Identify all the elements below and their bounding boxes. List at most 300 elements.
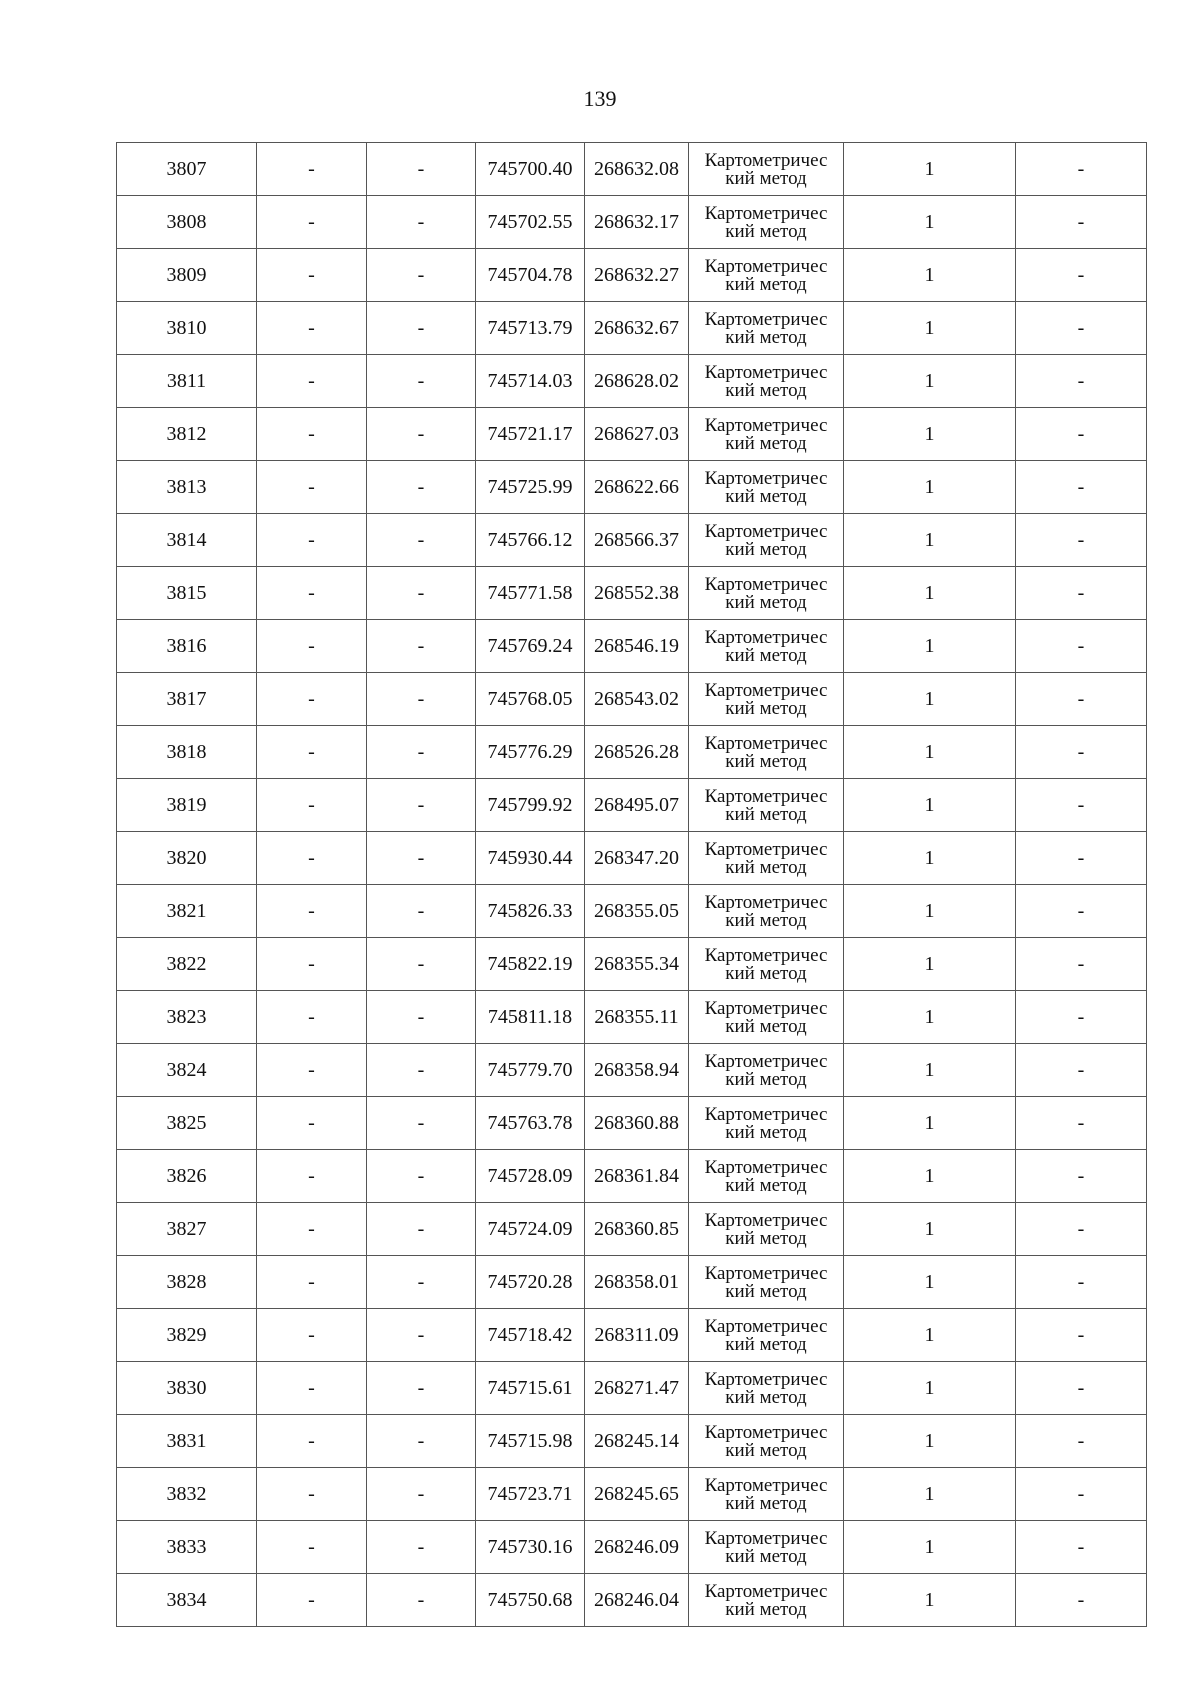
y-coordinate-cell: 268628.02 bbox=[585, 355, 689, 408]
note-cell: - bbox=[1016, 1203, 1147, 1256]
point-number-cell: 3811 bbox=[117, 355, 257, 408]
method-line: Картометричес bbox=[704, 1474, 828, 1496]
table-row bbox=[117, 1362, 1147, 1415]
table-row bbox=[117, 1309, 1147, 1362]
point-number-cell: 3825 bbox=[117, 1097, 257, 1150]
table-row bbox=[117, 991, 1147, 1044]
old-y-cell: - bbox=[367, 1256, 476, 1309]
method-line: кий метод bbox=[725, 1069, 807, 1090]
x-coordinate-cell: 745766.12 bbox=[476, 514, 585, 567]
x-coordinate-cell: 745779.70 bbox=[476, 1044, 585, 1097]
method-cell bbox=[689, 1203, 844, 1256]
method-line: кий метод bbox=[725, 1387, 807, 1408]
old-x-cell: - bbox=[257, 302, 367, 355]
note-cell: - bbox=[1016, 408, 1147, 461]
method-line: кий метод bbox=[725, 910, 807, 931]
table-row bbox=[117, 1044, 1147, 1097]
accuracy-cell: 1 bbox=[844, 1203, 1016, 1256]
y-coordinate-cell: 268546.19 bbox=[585, 620, 689, 673]
point-number-cell: 3834 bbox=[117, 1574, 257, 1627]
method-cell bbox=[689, 938, 844, 991]
method-cell bbox=[689, 991, 844, 1044]
y-coordinate-cell: 268627.03 bbox=[585, 408, 689, 461]
old-y-cell: - bbox=[367, 408, 476, 461]
accuracy-cell: 1 bbox=[844, 1521, 1016, 1574]
old-x-cell: - bbox=[257, 1044, 367, 1097]
old-x-cell: - bbox=[257, 938, 367, 991]
y-coordinate-cell: 268360.85 bbox=[585, 1203, 689, 1256]
old-y-cell: - bbox=[367, 938, 476, 991]
method-line: Картометричес bbox=[704, 467, 828, 489]
old-x-cell: - bbox=[257, 1468, 367, 1521]
old-y-cell: - bbox=[367, 1097, 476, 1150]
method-cell bbox=[689, 1150, 844, 1203]
method-cell bbox=[689, 1097, 844, 1150]
table-row bbox=[117, 567, 1147, 620]
y-coordinate-cell: 268566.37 bbox=[585, 514, 689, 567]
old-x-cell: - bbox=[257, 1309, 367, 1362]
note-cell: - bbox=[1016, 1468, 1147, 1521]
accuracy-cell: 1 bbox=[844, 302, 1016, 355]
point-number-cell: 3808 bbox=[117, 196, 257, 249]
accuracy-cell: 1 bbox=[844, 1415, 1016, 1468]
method-line: Картометричес bbox=[704, 1527, 828, 1549]
note-cell: - bbox=[1016, 567, 1147, 620]
method-line: кий метод bbox=[725, 857, 807, 878]
accuracy-cell: 1 bbox=[844, 249, 1016, 302]
method-line: Картометричес bbox=[704, 1156, 828, 1178]
method-cell bbox=[689, 461, 844, 514]
point-number-cell: 3822 bbox=[117, 938, 257, 991]
accuracy-cell: 1 bbox=[844, 673, 1016, 726]
accuracy-cell: 1 bbox=[844, 991, 1016, 1044]
point-number-cell: 3817 bbox=[117, 673, 257, 726]
old-x-cell: - bbox=[257, 355, 367, 408]
old-y-cell: - bbox=[367, 1309, 476, 1362]
point-number-cell: 3831 bbox=[117, 1415, 257, 1468]
accuracy-cell: 1 bbox=[844, 620, 1016, 673]
x-coordinate-cell: 745715.61 bbox=[476, 1362, 585, 1415]
method-line: кий метод bbox=[725, 1016, 807, 1037]
method-cell bbox=[689, 779, 844, 832]
note-cell: - bbox=[1016, 938, 1147, 991]
method-line: Картометричес bbox=[704, 626, 828, 648]
y-coordinate-cell: 268311.09 bbox=[585, 1309, 689, 1362]
table-row bbox=[117, 1468, 1147, 1521]
x-coordinate-cell: 745728.09 bbox=[476, 1150, 585, 1203]
old-x-cell: - bbox=[257, 1256, 367, 1309]
coordinates-table bbox=[116, 142, 1147, 1627]
method-line: кий метод bbox=[725, 1281, 807, 1302]
table-row bbox=[117, 461, 1147, 514]
x-coordinate-cell: 745714.03 bbox=[476, 355, 585, 408]
method-line: кий метод bbox=[725, 539, 807, 560]
old-x-cell: - bbox=[257, 1362, 367, 1415]
method-line: кий метод bbox=[725, 1228, 807, 1249]
note-cell: - bbox=[1016, 1362, 1147, 1415]
old-x-cell: - bbox=[257, 1203, 367, 1256]
point-number-cell: 3820 bbox=[117, 832, 257, 885]
old-y-cell: - bbox=[367, 302, 476, 355]
old-y-cell: - bbox=[367, 779, 476, 832]
y-coordinate-cell: 268632.08 bbox=[585, 143, 689, 196]
point-number-cell: 3823 bbox=[117, 991, 257, 1044]
note-cell: - bbox=[1016, 1150, 1147, 1203]
point-number-cell: 3813 bbox=[117, 461, 257, 514]
old-y-cell: - bbox=[367, 1362, 476, 1415]
x-coordinate-cell: 745723.71 bbox=[476, 1468, 585, 1521]
method-line: Картометричес bbox=[704, 149, 828, 171]
x-coordinate-cell: 745720.28 bbox=[476, 1256, 585, 1309]
old-x-cell: - bbox=[257, 1521, 367, 1574]
table-row bbox=[117, 1256, 1147, 1309]
note-cell: - bbox=[1016, 832, 1147, 885]
method-line: Картометричес bbox=[704, 891, 828, 913]
table-row bbox=[117, 779, 1147, 832]
old-y-cell: - bbox=[367, 461, 476, 514]
old-y-cell: - bbox=[367, 1044, 476, 1097]
method-line: Картометричес bbox=[704, 1103, 828, 1125]
y-coordinate-cell: 268358.01 bbox=[585, 1256, 689, 1309]
method-cell bbox=[689, 832, 844, 885]
method-line: кий метод bbox=[725, 645, 807, 666]
accuracy-cell: 1 bbox=[844, 726, 1016, 779]
y-coordinate-cell: 268543.02 bbox=[585, 673, 689, 726]
x-coordinate-cell: 745702.55 bbox=[476, 196, 585, 249]
old-y-cell: - bbox=[367, 673, 476, 726]
old-x-cell: - bbox=[257, 885, 367, 938]
x-coordinate-cell: 745724.09 bbox=[476, 1203, 585, 1256]
point-number-cell: 3826 bbox=[117, 1150, 257, 1203]
old-x-cell: - bbox=[257, 1097, 367, 1150]
accuracy-cell: 1 bbox=[844, 885, 1016, 938]
y-coordinate-cell: 268245.14 bbox=[585, 1415, 689, 1468]
method-line: кий метод bbox=[725, 1334, 807, 1355]
table-row bbox=[117, 620, 1147, 673]
note-cell: - bbox=[1016, 1574, 1147, 1627]
method-cell bbox=[689, 514, 844, 567]
old-y-cell: - bbox=[367, 991, 476, 1044]
note-cell: - bbox=[1016, 726, 1147, 779]
y-coordinate-cell: 268552.38 bbox=[585, 567, 689, 620]
x-coordinate-cell: 745799.92 bbox=[476, 779, 585, 832]
point-number-cell: 3829 bbox=[117, 1309, 257, 1362]
point-number-cell: 3818 bbox=[117, 726, 257, 779]
old-y-cell: - bbox=[367, 1415, 476, 1468]
y-coordinate-cell: 268358.94 bbox=[585, 1044, 689, 1097]
old-x-cell: - bbox=[257, 408, 367, 461]
old-x-cell: - bbox=[257, 514, 367, 567]
accuracy-cell: 1 bbox=[844, 143, 1016, 196]
x-coordinate-cell: 745700.40 bbox=[476, 143, 585, 196]
old-x-cell: - bbox=[257, 196, 367, 249]
old-y-cell: - bbox=[367, 1521, 476, 1574]
old-x-cell: - bbox=[257, 567, 367, 620]
note-cell: - bbox=[1016, 196, 1147, 249]
accuracy-cell: 1 bbox=[844, 1256, 1016, 1309]
accuracy-cell: 1 bbox=[844, 1362, 1016, 1415]
old-x-cell: - bbox=[257, 249, 367, 302]
old-y-cell: - bbox=[367, 1150, 476, 1203]
method-line: кий метод bbox=[725, 698, 807, 719]
accuracy-cell: 1 bbox=[844, 1044, 1016, 1097]
old-x-cell: - bbox=[257, 832, 367, 885]
method-line: кий метод bbox=[725, 963, 807, 984]
method-line: Картометричес bbox=[704, 1315, 828, 1337]
table-row bbox=[117, 726, 1147, 779]
accuracy-cell: 1 bbox=[844, 1468, 1016, 1521]
method-line: Картометричес bbox=[704, 785, 828, 807]
x-coordinate-cell: 745718.42 bbox=[476, 1309, 585, 1362]
old-x-cell: - bbox=[257, 1415, 367, 1468]
point-number-cell: 3827 bbox=[117, 1203, 257, 1256]
method-line: кий метод bbox=[725, 486, 807, 507]
note-cell: - bbox=[1016, 1521, 1147, 1574]
old-x-cell: - bbox=[257, 779, 367, 832]
note-cell: - bbox=[1016, 1256, 1147, 1309]
y-coordinate-cell: 268271.47 bbox=[585, 1362, 689, 1415]
table-row bbox=[117, 1574, 1147, 1627]
method-line: Картометричес bbox=[704, 202, 828, 224]
y-coordinate-cell: 268495.07 bbox=[585, 779, 689, 832]
x-coordinate-cell: 745811.18 bbox=[476, 991, 585, 1044]
point-number-cell: 3833 bbox=[117, 1521, 257, 1574]
accuracy-cell: 1 bbox=[844, 355, 1016, 408]
method-line: Картометричес bbox=[704, 732, 828, 754]
method-cell bbox=[689, 408, 844, 461]
method-line: кий метод bbox=[725, 1175, 807, 1196]
old-x-cell: - bbox=[257, 726, 367, 779]
method-cell bbox=[689, 1468, 844, 1521]
x-coordinate-cell: 745771.58 bbox=[476, 567, 585, 620]
method-line: кий метод bbox=[725, 433, 807, 454]
method-cell bbox=[689, 567, 844, 620]
method-cell bbox=[689, 1362, 844, 1415]
old-x-cell: - bbox=[257, 673, 367, 726]
point-number-cell: 3828 bbox=[117, 1256, 257, 1309]
method-line: Картометричес bbox=[704, 1209, 828, 1231]
point-number-cell: 3824 bbox=[117, 1044, 257, 1097]
method-line: Картометричес bbox=[704, 255, 828, 277]
table-row bbox=[117, 302, 1147, 355]
method-cell bbox=[689, 1415, 844, 1468]
method-cell bbox=[689, 1044, 844, 1097]
old-y-cell: - bbox=[367, 832, 476, 885]
method-line: кий метод bbox=[725, 380, 807, 401]
table-row bbox=[117, 673, 1147, 726]
note-cell: - bbox=[1016, 302, 1147, 355]
method-line: кий метод bbox=[725, 1122, 807, 1143]
y-coordinate-cell: 268632.67 bbox=[585, 302, 689, 355]
x-coordinate-cell: 745713.79 bbox=[476, 302, 585, 355]
method-cell bbox=[689, 196, 844, 249]
note-cell: - bbox=[1016, 1415, 1147, 1468]
old-y-cell: - bbox=[367, 196, 476, 249]
x-coordinate-cell: 745930.44 bbox=[476, 832, 585, 885]
y-coordinate-cell: 268355.05 bbox=[585, 885, 689, 938]
method-cell bbox=[689, 1309, 844, 1362]
method-line: кий метод bbox=[725, 804, 807, 825]
y-coordinate-cell: 268632.17 bbox=[585, 196, 689, 249]
note-cell: - bbox=[1016, 673, 1147, 726]
old-y-cell: - bbox=[367, 249, 476, 302]
table-row bbox=[117, 355, 1147, 408]
x-coordinate-cell: 745763.78 bbox=[476, 1097, 585, 1150]
method-line: Картометричес bbox=[704, 679, 828, 701]
accuracy-cell: 1 bbox=[844, 1097, 1016, 1150]
table-row bbox=[117, 249, 1147, 302]
x-coordinate-cell: 745826.33 bbox=[476, 885, 585, 938]
point-number-cell: 3819 bbox=[117, 779, 257, 832]
method-line: Картометричес bbox=[704, 1421, 828, 1443]
method-line: кий метод bbox=[725, 1546, 807, 1567]
accuracy-cell: 1 bbox=[844, 1309, 1016, 1362]
x-coordinate-cell: 745750.68 bbox=[476, 1574, 585, 1627]
old-x-cell: - bbox=[257, 620, 367, 673]
method-line: Картометричес bbox=[704, 944, 828, 966]
note-cell: - bbox=[1016, 991, 1147, 1044]
method-line: Картометричес bbox=[704, 1050, 828, 1072]
note-cell: - bbox=[1016, 249, 1147, 302]
accuracy-cell: 1 bbox=[844, 567, 1016, 620]
y-coordinate-cell: 268360.88 bbox=[585, 1097, 689, 1150]
method-cell bbox=[689, 302, 844, 355]
x-coordinate-cell: 745725.99 bbox=[476, 461, 585, 514]
page-number: 139 bbox=[583, 86, 617, 111]
method-line: кий метод bbox=[725, 592, 807, 613]
method-cell bbox=[689, 249, 844, 302]
y-coordinate-cell: 268347.20 bbox=[585, 832, 689, 885]
method-line: Картометричес bbox=[704, 838, 828, 860]
method-line: Картометричес bbox=[704, 1580, 828, 1602]
table-row bbox=[117, 514, 1147, 567]
point-number-cell: 3810 bbox=[117, 302, 257, 355]
old-y-cell: - bbox=[367, 1574, 476, 1627]
note-cell: - bbox=[1016, 1309, 1147, 1362]
y-coordinate-cell: 268632.27 bbox=[585, 249, 689, 302]
method-line: Картометричес bbox=[704, 997, 828, 1019]
y-coordinate-cell: 268361.84 bbox=[585, 1150, 689, 1203]
table-row bbox=[117, 1521, 1147, 1574]
note-cell: - bbox=[1016, 1097, 1147, 1150]
old-y-cell: - bbox=[367, 514, 476, 567]
accuracy-cell: 1 bbox=[844, 1574, 1016, 1627]
y-coordinate-cell: 268622.66 bbox=[585, 461, 689, 514]
method-cell bbox=[689, 726, 844, 779]
table-row bbox=[117, 832, 1147, 885]
accuracy-cell: 1 bbox=[844, 1150, 1016, 1203]
point-number-cell: 3821 bbox=[117, 885, 257, 938]
method-line: Картометричес bbox=[704, 573, 828, 595]
point-number-cell: 3815 bbox=[117, 567, 257, 620]
point-number-cell: 3809 bbox=[117, 249, 257, 302]
method-line: кий метод bbox=[725, 168, 807, 189]
table-row bbox=[117, 408, 1147, 461]
method-line: Картометричес bbox=[704, 520, 828, 542]
point-number-cell: 3816 bbox=[117, 620, 257, 673]
old-x-cell: - bbox=[257, 1574, 367, 1627]
method-line: Картометричес bbox=[704, 1368, 828, 1390]
table-row bbox=[117, 143, 1147, 196]
old-x-cell: - bbox=[257, 991, 367, 1044]
note-cell: - bbox=[1016, 514, 1147, 567]
method-cell bbox=[689, 620, 844, 673]
y-coordinate-cell: 268245.65 bbox=[585, 1468, 689, 1521]
method-cell bbox=[689, 355, 844, 408]
method-cell bbox=[689, 885, 844, 938]
note-cell: - bbox=[1016, 620, 1147, 673]
y-coordinate-cell: 268355.34 bbox=[585, 938, 689, 991]
point-number-cell: 3812 bbox=[117, 408, 257, 461]
method-line: Картометричес bbox=[704, 308, 828, 330]
method-line: Картометричес bbox=[704, 361, 828, 383]
method-line: кий метод bbox=[725, 327, 807, 348]
x-coordinate-cell: 745776.29 bbox=[476, 726, 585, 779]
x-coordinate-cell: 745730.16 bbox=[476, 1521, 585, 1574]
table-body bbox=[117, 143, 1147, 1627]
note-cell: - bbox=[1016, 885, 1147, 938]
accuracy-cell: 1 bbox=[844, 779, 1016, 832]
table-row bbox=[117, 938, 1147, 991]
accuracy-cell: 1 bbox=[844, 832, 1016, 885]
old-y-cell: - bbox=[367, 355, 476, 408]
table-row bbox=[117, 1150, 1147, 1203]
old-y-cell: - bbox=[367, 1203, 476, 1256]
method-line: кий метод bbox=[725, 221, 807, 242]
method-line: кий метод bbox=[725, 1440, 807, 1461]
table-row bbox=[117, 1203, 1147, 1256]
old-y-cell: - bbox=[367, 620, 476, 673]
y-coordinate-cell: 268246.09 bbox=[585, 1521, 689, 1574]
accuracy-cell: 1 bbox=[844, 514, 1016, 567]
accuracy-cell: 1 bbox=[844, 938, 1016, 991]
method-cell bbox=[689, 1521, 844, 1574]
x-coordinate-cell: 745721.17 bbox=[476, 408, 585, 461]
method-line: Картометричес bbox=[704, 414, 828, 436]
table-row bbox=[117, 885, 1147, 938]
note-cell: - bbox=[1016, 1044, 1147, 1097]
accuracy-cell: 1 bbox=[844, 461, 1016, 514]
table-row bbox=[117, 1097, 1147, 1150]
y-coordinate-cell: 268355.11 bbox=[585, 991, 689, 1044]
old-y-cell: - bbox=[367, 1468, 476, 1521]
old-y-cell: - bbox=[367, 885, 476, 938]
table-row bbox=[117, 196, 1147, 249]
method-cell bbox=[689, 1256, 844, 1309]
old-y-cell: - bbox=[367, 143, 476, 196]
method-cell bbox=[689, 673, 844, 726]
x-coordinate-cell: 745769.24 bbox=[476, 620, 585, 673]
table-row bbox=[117, 1415, 1147, 1468]
point-number-cell: 3832 bbox=[117, 1468, 257, 1521]
method-cell bbox=[689, 1574, 844, 1627]
accuracy-cell: 1 bbox=[844, 196, 1016, 249]
method-line: кий метод bbox=[725, 274, 807, 295]
old-x-cell: - bbox=[257, 143, 367, 196]
point-number-cell: 3830 bbox=[117, 1362, 257, 1415]
method-line: кий метод bbox=[725, 1493, 807, 1514]
method-line: кий метод bbox=[725, 751, 807, 772]
point-number-cell: 3814 bbox=[117, 514, 257, 567]
point-number-cell: 3807 bbox=[117, 143, 257, 196]
y-coordinate-cell: 268526.28 bbox=[585, 726, 689, 779]
x-coordinate-cell: 745715.98 bbox=[476, 1415, 585, 1468]
x-coordinate-cell: 745704.78 bbox=[476, 249, 585, 302]
note-cell: - bbox=[1016, 143, 1147, 196]
method-line: Картометричес bbox=[704, 1262, 828, 1284]
old-x-cell: - bbox=[257, 1150, 367, 1203]
x-coordinate-cell: 745822.19 bbox=[476, 938, 585, 991]
